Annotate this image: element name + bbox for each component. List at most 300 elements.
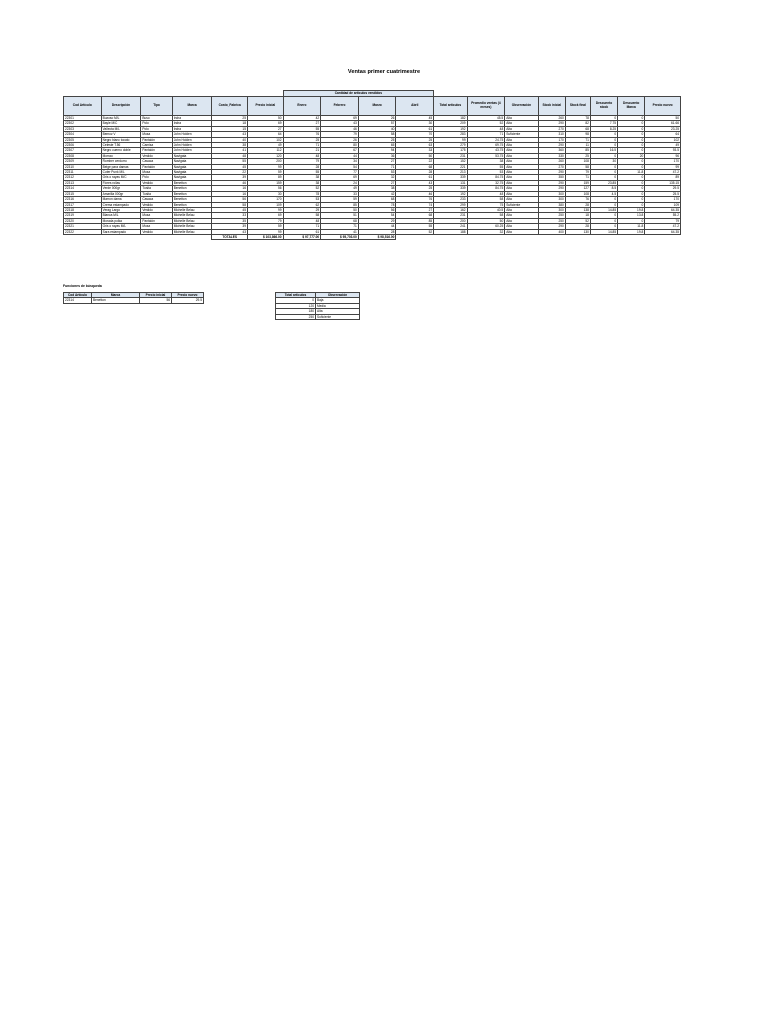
table-cell: Musa xyxy=(141,132,172,137)
column-header: Marzo xyxy=(358,97,396,116)
table-cell: Morrao xyxy=(101,153,141,158)
table-cell: 19.8 xyxy=(618,229,645,234)
table-cell: 33 xyxy=(212,213,248,218)
table-cell: 18 xyxy=(565,213,590,218)
ref-header-total: Total artículos xyxy=(276,293,316,298)
column-header: Stock inicial xyxy=(538,97,565,116)
table-cell: 0 xyxy=(618,121,645,126)
table-cell: 270 xyxy=(538,164,565,169)
table-cell: 41 xyxy=(321,229,359,234)
table-cell: 84.75 xyxy=(467,186,505,191)
table-cell: 27 xyxy=(358,159,396,164)
table-cell: 50 xyxy=(645,116,681,121)
table-cell: Vestido xyxy=(141,229,172,234)
table-cell: Suficiente xyxy=(505,202,538,207)
column-header: Descuento stock xyxy=(590,97,617,116)
table-cell: 231 xyxy=(434,213,467,218)
table-cell: 58 xyxy=(565,164,590,169)
table-cell: 55 xyxy=(283,126,321,131)
table-cell: 24 xyxy=(321,180,359,185)
table-cell: 39 xyxy=(212,224,248,229)
table-cell: 49 xyxy=(247,143,283,148)
table-cell: 27 xyxy=(283,121,321,126)
table-cell: 61 xyxy=(396,175,434,180)
ref-label: Suficiente xyxy=(316,314,360,319)
table-cell: 22321 xyxy=(64,224,102,229)
table-cell: 159 xyxy=(565,180,590,185)
table-cell: 120 xyxy=(247,153,283,158)
table-cell: 69 xyxy=(321,116,359,121)
table-cell: 209 xyxy=(434,121,467,126)
table-cell: 221 xyxy=(434,164,467,169)
table-cell: 58 xyxy=(467,213,505,218)
table-cell: 44 xyxy=(358,224,396,229)
table-cell: 40.5 xyxy=(467,207,505,212)
table-cell: Crema estampado xyxy=(101,202,141,207)
table-cell: 58 xyxy=(467,197,505,202)
table-cell: 330 xyxy=(538,153,565,158)
table-cell: 300 xyxy=(538,197,565,202)
table-cell: 52 xyxy=(283,186,321,191)
total-marzo: $ 98,516.00 xyxy=(358,234,396,239)
table-cell: 25 xyxy=(396,186,434,191)
table-cell: 380 xyxy=(538,202,565,207)
table-cell: 290 xyxy=(538,180,565,185)
table-cell: 71 xyxy=(565,137,590,142)
table-cell: 53.75 xyxy=(467,153,505,158)
table-cell: 48 xyxy=(212,153,248,158)
table-cell: 20 xyxy=(618,153,645,158)
table-cell: 85 xyxy=(565,148,590,153)
table-cell: 52 xyxy=(396,229,434,234)
table-cell: 200 xyxy=(434,218,467,223)
search-table xyxy=(63,292,204,304)
table-cell: 30 xyxy=(247,191,283,196)
table-cell: 27 xyxy=(247,126,283,131)
table-cell: 38 xyxy=(358,186,396,191)
table-cell: 99 xyxy=(247,164,283,169)
table-cell: 22312 xyxy=(64,175,102,180)
table-cell: 53 xyxy=(358,170,396,175)
table-cell: 22313 xyxy=(64,180,102,185)
table-cell: 0 xyxy=(590,202,617,207)
table-cell: 0 xyxy=(618,116,645,121)
table-cell: 43 xyxy=(396,180,434,185)
table-cell: 270 xyxy=(538,126,565,131)
table-cell: 36 xyxy=(358,153,396,158)
table-cell: 75 xyxy=(467,202,505,207)
table-cell: Vestido xyxy=(141,207,172,212)
table-cell: 32 xyxy=(467,229,505,234)
table-cell: 13.8 xyxy=(618,213,645,218)
table-cell: 24.75 xyxy=(467,137,505,142)
search-header-precio-nuevo: Precio nuevo xyxy=(172,293,204,298)
table-cell: 78 xyxy=(565,116,590,121)
table-cell: 68 xyxy=(396,164,434,169)
table-cell: 19.8 xyxy=(618,207,645,212)
table-cell: 68 xyxy=(396,213,434,218)
table-cell: 69 xyxy=(321,175,359,180)
table-cell: 55.2 xyxy=(645,213,681,218)
table-cell: 0 xyxy=(590,224,617,229)
table-cell: 29.5 xyxy=(645,186,681,191)
sales-table xyxy=(63,90,681,240)
table-cell: 109 xyxy=(645,202,681,207)
table-cell: 0 xyxy=(590,153,617,158)
table-cell: Verde 000gr xyxy=(101,186,141,191)
table-cell: Vestido xyxy=(141,202,172,207)
table-cell: 22306 xyxy=(64,143,102,148)
table-cell: 130 xyxy=(565,229,590,234)
table-cell: 23.25 xyxy=(645,126,681,131)
table-cell: 22308 xyxy=(64,153,102,158)
table-cell: 22301 xyxy=(64,116,102,121)
table-cell: 54 xyxy=(358,213,396,218)
table-cell: 299 xyxy=(434,202,467,207)
table-cell: Cuter Punk M/L xyxy=(101,170,141,175)
table-cell: Alta xyxy=(505,116,538,121)
table-cell: 71 xyxy=(321,224,359,229)
table-cell: 25 xyxy=(212,116,248,121)
column-headers xyxy=(64,97,681,116)
table-cell: 33 xyxy=(321,191,359,196)
table-cell: 26 xyxy=(358,116,396,121)
table-cell: Michelle Belau xyxy=(172,213,212,218)
table-cell: 22 xyxy=(212,170,248,175)
table-cell: 69 xyxy=(247,121,283,126)
table-cell: 79 xyxy=(565,170,590,175)
table-cell: 47.2 xyxy=(645,170,681,175)
table-cell: 0 xyxy=(590,137,617,142)
table-cell: Alta xyxy=(505,164,538,169)
table-cell: 350 xyxy=(538,175,565,180)
table-cell: 79 xyxy=(321,132,359,137)
table-cell: 360 xyxy=(538,148,565,153)
table-cell: 43 xyxy=(212,132,248,137)
table-cell: 0 xyxy=(590,164,617,169)
column-header: Promedio ventas (4 meses) xyxy=(467,97,505,116)
table-cell: Buso xyxy=(141,116,172,121)
table-cell: 22307 xyxy=(64,148,102,153)
table-cell: 85 xyxy=(396,218,434,223)
table-cell: 22 xyxy=(396,159,434,164)
table-cell: 200 xyxy=(247,159,283,164)
table-cell: Celeste T.56 xyxy=(101,143,141,148)
table-cell: Alta xyxy=(505,170,538,175)
column-header: Cod Artículo xyxy=(64,97,102,116)
ref-label: Baja xyxy=(316,298,360,303)
table-cell: 25.5 xyxy=(645,191,681,196)
table-cell: 22303 xyxy=(64,126,102,131)
table-cell: 50 xyxy=(321,207,359,212)
table-cell: 78 xyxy=(358,202,396,207)
table-cell: 74 xyxy=(396,202,434,207)
table-cell: 78 xyxy=(283,191,321,196)
table-cell: 188 xyxy=(434,229,467,234)
table-cell: Michelle Belau xyxy=(172,229,212,234)
column-header: Enero xyxy=(283,97,321,116)
table-cell: 131 xyxy=(434,180,467,185)
table-cell: 170 xyxy=(538,137,565,142)
table-cell: 11 xyxy=(565,143,590,148)
table-cell: Benetton xyxy=(172,202,212,207)
table-cell: Marron dama xyxy=(101,197,141,202)
table-cell: 7.75 xyxy=(590,121,617,126)
table-cell: 14.85 xyxy=(590,229,617,234)
table-cell: Alta xyxy=(505,180,538,185)
table-cell: Benetton xyxy=(172,197,212,202)
table-cell: Alta xyxy=(505,148,538,153)
table-cell: 80 xyxy=(321,143,359,148)
totals-label: TOTALES xyxy=(212,234,248,239)
table-cell: 96 xyxy=(645,153,681,158)
table-cell: 99 xyxy=(247,207,283,212)
table-cell: 77 xyxy=(321,170,359,175)
table-cell: Blanca M/L xyxy=(101,213,141,218)
table-cell: 27 xyxy=(396,207,434,212)
table-cell: 59 xyxy=(247,224,283,229)
table-cell: 45.5 xyxy=(467,116,505,121)
table-cell: 400 xyxy=(538,229,565,234)
column-header: Precio nuevo xyxy=(645,97,681,116)
table-cell: Benetton xyxy=(172,191,212,196)
table-cell: 64.35 xyxy=(645,207,681,212)
table-cell: 76 xyxy=(283,132,321,137)
table-cell: 0 xyxy=(590,175,617,180)
ref-threshold: 180 xyxy=(276,309,316,314)
table-cell: 0 xyxy=(618,126,645,131)
ref-label: Media xyxy=(316,303,360,308)
table-cell: 57 xyxy=(358,121,396,126)
table-cell: 159 xyxy=(247,180,283,185)
table-cell: 30 xyxy=(396,121,434,126)
table-cell: 22304 xyxy=(64,132,102,137)
table-cell: 28 xyxy=(565,224,590,229)
table-cell: Benetton xyxy=(172,186,212,191)
table-cell: 68 xyxy=(565,126,590,131)
table-cell: Bayle M/C xyxy=(101,121,141,126)
table-cell: 279 xyxy=(434,143,467,148)
table-cell: 54 xyxy=(321,164,359,169)
search-marca-cell: Benetton xyxy=(92,298,140,303)
table-cell: 48 xyxy=(467,191,505,196)
table-cell: Alta xyxy=(505,207,538,212)
table-cell: 43 xyxy=(212,229,248,234)
table-cell: 60.25 xyxy=(467,224,505,229)
table-cell: 8.25 xyxy=(590,126,617,131)
table-cell: 45 xyxy=(396,116,434,121)
table-cell: 290 xyxy=(538,186,565,191)
table-cell: 4.5 xyxy=(590,191,617,196)
table-cell: 16 xyxy=(212,191,248,196)
table-cell: 71 xyxy=(467,132,505,137)
column-header: Total artículos xyxy=(434,97,467,116)
table-cell: Polo xyxy=(141,175,172,180)
table-cell: 339 xyxy=(434,175,467,180)
table-cell: Michelle Belau xyxy=(172,207,212,212)
table-cell: 28 xyxy=(396,170,434,175)
table-cell: 52 xyxy=(467,121,505,126)
table-cell: 50 xyxy=(467,218,505,223)
table-cell: John Holden xyxy=(172,132,212,137)
table-cell: 290 xyxy=(538,143,565,148)
table-cell: Negro blanc tocato xyxy=(101,137,141,142)
table-cell: 40 xyxy=(212,137,248,142)
table-cell: 192 xyxy=(434,126,467,131)
table-cell: Casaca xyxy=(141,159,172,164)
column-header: Precio inicial xyxy=(247,97,283,116)
table-cell: Negro cuerno doble xyxy=(101,148,141,153)
table-cell: 99 xyxy=(247,229,283,234)
table-cell: 30 xyxy=(590,159,617,164)
table-cell: Alta xyxy=(505,191,538,196)
table-cell: Navigata xyxy=(172,170,212,175)
table-cell: 22309 xyxy=(64,159,102,164)
table-cell: 22311 xyxy=(64,170,102,175)
table-cell: Morada polka xyxy=(101,218,141,223)
table-cell: 38 xyxy=(467,159,505,164)
table-cell: 33 xyxy=(396,148,434,153)
column-header: Costo_Fabrica xyxy=(212,97,248,116)
table-cell: 62 xyxy=(283,202,321,207)
table-cell: 50 xyxy=(396,153,434,158)
column-header: Febrero xyxy=(321,97,359,116)
table-cell: 170 xyxy=(645,197,681,202)
table-cell: 39 xyxy=(212,175,248,180)
total-enero: $ 97,777.00 xyxy=(283,234,321,239)
search-cod-input[interactable]: 22314 xyxy=(64,298,92,303)
table-cell: 170 xyxy=(645,159,681,164)
table-cell: 45 xyxy=(212,164,248,169)
table-cell: Alta xyxy=(505,197,538,202)
table-cell: Bemoz V xyxy=(101,132,141,137)
table-cell: 26 xyxy=(321,137,359,142)
table-cell: Vestido xyxy=(141,180,172,185)
table-cell: 170 xyxy=(247,197,283,202)
table-cell: 89 xyxy=(645,175,681,180)
table-cell: 79 xyxy=(283,159,321,164)
table-cell: 55 xyxy=(467,164,505,169)
table-cell: Vestido xyxy=(141,153,172,158)
table-cell: 25 xyxy=(565,153,590,158)
table-cell: 99 xyxy=(645,164,681,169)
table-cell: Tusita xyxy=(141,191,172,196)
table-cell: 162 xyxy=(434,207,467,212)
table-cell: 22318 xyxy=(64,207,102,212)
table-cell: 56 xyxy=(358,207,396,212)
table-cell: 53 xyxy=(283,197,321,202)
table-cell: 28 xyxy=(283,164,321,169)
table-cell: 0 xyxy=(618,164,645,169)
table-cell: 25 xyxy=(283,137,321,142)
table-cell: 69 xyxy=(247,213,283,218)
table-cell: 42 xyxy=(283,116,321,121)
search-header-marca: Marca xyxy=(92,293,140,298)
table-cell: Alta xyxy=(505,224,538,229)
table-cell: 64.35 xyxy=(645,229,681,234)
table-cell: 18 xyxy=(212,121,248,126)
column-header: Descuento Marca xyxy=(618,97,645,116)
table-cell: 32.75 xyxy=(467,180,505,185)
table-cell: 290 xyxy=(538,170,565,175)
table-cell: 49 xyxy=(321,186,359,191)
table-cell: 138 xyxy=(565,207,590,212)
table-cell: Verag Largo xyxy=(101,207,141,212)
table-cell: 300 xyxy=(538,207,565,212)
table-cell: Navigata xyxy=(172,175,212,180)
table-cell: 71 xyxy=(358,164,396,169)
table-cell: 290 xyxy=(538,224,565,229)
ref-header-observacion: Observación xyxy=(316,293,360,298)
table-cell: 22320 xyxy=(64,218,102,223)
table-cell: 43 xyxy=(321,121,359,126)
ref-threshold: 0 xyxy=(276,298,316,303)
table-cell: 58 xyxy=(283,213,321,218)
table-cell: John Holden xyxy=(172,137,212,142)
table-cell: Indra xyxy=(172,121,212,126)
table-cell: 0 xyxy=(618,197,645,202)
table-cell: 22305 xyxy=(64,137,102,142)
ref-row xyxy=(276,314,360,319)
table-cell: 300 xyxy=(538,191,565,196)
table-cell: 29 xyxy=(283,207,321,212)
table-cell: 22302 xyxy=(64,121,102,126)
table-cell: Suficiente xyxy=(505,132,538,137)
table-cell: 0 xyxy=(618,159,645,164)
table-cell: Camisa xyxy=(141,143,172,148)
table-cell: 22310 xyxy=(64,164,102,169)
table-cell: Michelle Belau xyxy=(172,224,212,229)
group-header: Cantidad de artículos vendidos xyxy=(283,91,434,97)
table-cell: 44 xyxy=(321,153,359,158)
table-cell: Navigata xyxy=(172,159,212,164)
table-cell: Indra xyxy=(172,116,212,121)
table-cell: Casaca xyxy=(141,197,172,202)
table-cell: 64 xyxy=(645,132,681,137)
table-cell: 16 xyxy=(212,186,248,191)
table-cell: 175 xyxy=(434,148,467,153)
table-cell: 46 xyxy=(212,180,248,185)
table-cell: 48 xyxy=(283,218,321,223)
table-cell: 102 xyxy=(645,137,681,142)
blank-cell xyxy=(396,234,681,239)
table-cell: Musa xyxy=(141,170,172,175)
table-cell: 98 xyxy=(565,132,590,137)
ref-threshold: 120 xyxy=(276,303,316,308)
table-cell: Alta xyxy=(505,186,538,191)
table-cell: 0 xyxy=(618,186,645,191)
ref-label: Alta xyxy=(316,309,360,314)
table-cell: 71 xyxy=(283,143,321,148)
table-cell: 61.66 xyxy=(645,121,681,126)
column-header: Stock final xyxy=(565,97,590,116)
table-cell: 53 xyxy=(467,170,505,175)
table-cell: 58 xyxy=(212,202,248,207)
table-cell: 38 xyxy=(283,175,321,180)
table-cell: 260 xyxy=(538,116,565,121)
table-cell: Alta xyxy=(505,153,538,158)
table-cell: 310 xyxy=(538,132,565,137)
table-cell: Alta xyxy=(505,143,538,148)
table-cell: 283 xyxy=(434,132,467,137)
table-cell: 50 xyxy=(247,116,283,121)
table-cell: 52 xyxy=(565,218,590,223)
table-cell: 29 xyxy=(358,218,396,223)
search-precio-nuevo-cell: 29.5 xyxy=(172,298,204,303)
search-precio-inicial-cell: 56 xyxy=(140,298,172,303)
table-cell: 76 xyxy=(396,197,434,202)
table-cell: 35 xyxy=(212,218,248,223)
